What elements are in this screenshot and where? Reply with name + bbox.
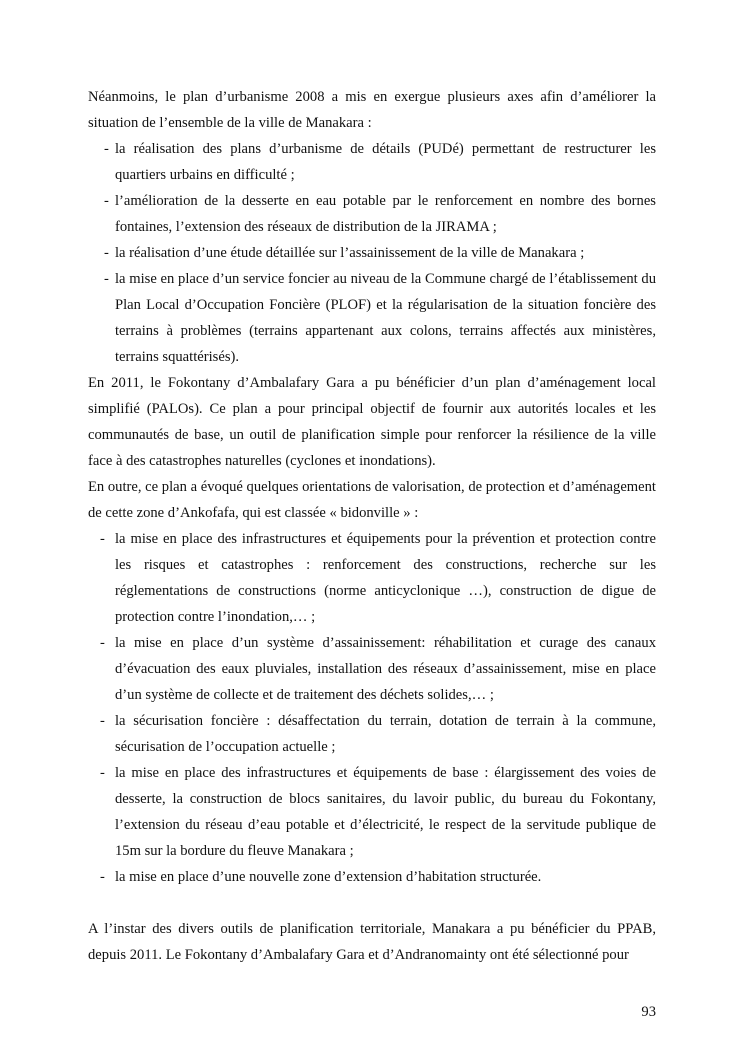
body-text bbox=[88, 84, 656, 968]
dash-bullet: - bbox=[104, 141, 109, 157]
list-item-text: la mise en place d’un service foncier au niveau de la Commune chargé de l’établissement du Plan Local d’Occupation Foncière (PLOF) et la régularisation de la situation foncière des terrains à problèmes (terrains appartenant aux colons, terrains affectés aux ministères, terrains squattérisés). bbox=[115, 271, 656, 365]
list-item bbox=[88, 240, 656, 266]
list-item-text: la sécurisation foncière : désaffectation du terrain, dotation de terrain à la commune, sécurisation de l’occupation actuelle ; bbox=[115, 713, 656, 755]
list-item-text: la mise en place d’un système d’assainissement: réhabilitation et curage des canaux d’évacuation des eaux pluviales, installation des réseaux d’assainissement, mise en place d’un système de collecte et de traitement des déchets solides,… ; bbox=[115, 635, 656, 703]
dash-bullet: - bbox=[104, 271, 109, 287]
dash-bullet: - bbox=[100, 765, 105, 781]
dash-bullet: - bbox=[100, 635, 105, 651]
urbanism-axes-list bbox=[88, 136, 656, 370]
paragraph-intro: Néanmoins, le plan d’urbanisme 2008 a mis en exergue plusieurs axes afin d’améliorer la situation de l’ensemble de la ville de Manakara : bbox=[88, 89, 656, 131]
list-item bbox=[88, 266, 656, 370]
paragraph-orientations: En outre, ce plan a évoqué quelques orientations de valorisation, de protection et d’aménagement de cette zone d’Ankofafa, qui est classée « bidonville » : bbox=[88, 479, 656, 521]
dash-bullet: - bbox=[104, 193, 109, 209]
list-item-text: la mise en place d’une nouvelle zone d’extension d’habitation structurée. bbox=[115, 869, 542, 885]
list-item-text: l’amélioration de la desserte en eau potable par le renforcement en nombre des bornes fontaines, l’extension des réseaux de distribution de la JIRAMA ; bbox=[115, 193, 656, 235]
dash-bullet: - bbox=[100, 869, 105, 885]
list-item-text: la réalisation d’une étude détaillée sur l’assainissement de la ville de Manakara ; bbox=[115, 245, 585, 261]
list-item bbox=[88, 630, 656, 708]
list-item bbox=[88, 760, 656, 864]
paragraph-spacer bbox=[88, 890, 656, 916]
list-item-text: la réalisation des plans d’urbanisme de détails (PUDé) permettant de restructurer les quartiers urbains en difficulté ; bbox=[115, 141, 656, 183]
list-item bbox=[88, 708, 656, 760]
paragraph-palos: En 2011, le Fokontany d’Ambalafary Gara a pu bénéficier d’un plan d’aménagement local simplifié (PALOs). Ce plan a pour principal objectif de fournir aux autorités locales et les communautés de base, un outil de planification simple pour renforcer la résilience de la ville face à des catastrophes naturelles (cyclones et inondations). bbox=[88, 375, 656, 469]
list-item-text: la mise en place des infrastructures et équipements de base : élargissement des voies de desserte, la construction de blocs sanitaires, du lavoir public, du bureau du Fokontany, l’extension du réseau d’eau potable et d’électricité, le respect de la servitude publique de 15m sur la bordure du fleuve Manakara ; bbox=[115, 765, 656, 859]
list-item bbox=[88, 188, 656, 240]
page-number: 93 bbox=[641, 1004, 656, 1020]
dash-bullet: - bbox=[100, 713, 105, 729]
list-item bbox=[88, 526, 656, 630]
list-item bbox=[88, 864, 656, 890]
list-item-text: la mise en place des infrastructures et équipements pour la prévention et protection contre les risques et catastrophes : renforcement des constructions, recherche sur les réglementations de constructions (norme anticyclonique …), construction de digue de protection contre l’inondation,… ; bbox=[115, 531, 656, 625]
orientations-list bbox=[88, 526, 656, 890]
dash-bullet: - bbox=[100, 531, 105, 547]
dash-bullet: - bbox=[104, 245, 109, 261]
paragraph-ppab: A l’instar des divers outils de planification territoriale, Manakara a pu bénéficier du PPAB, depuis 2011. Le Fokontany d’Ambalafary Gara et d’Andranomainty ont été sélectionné pour bbox=[88, 921, 656, 963]
list-item bbox=[88, 136, 656, 188]
